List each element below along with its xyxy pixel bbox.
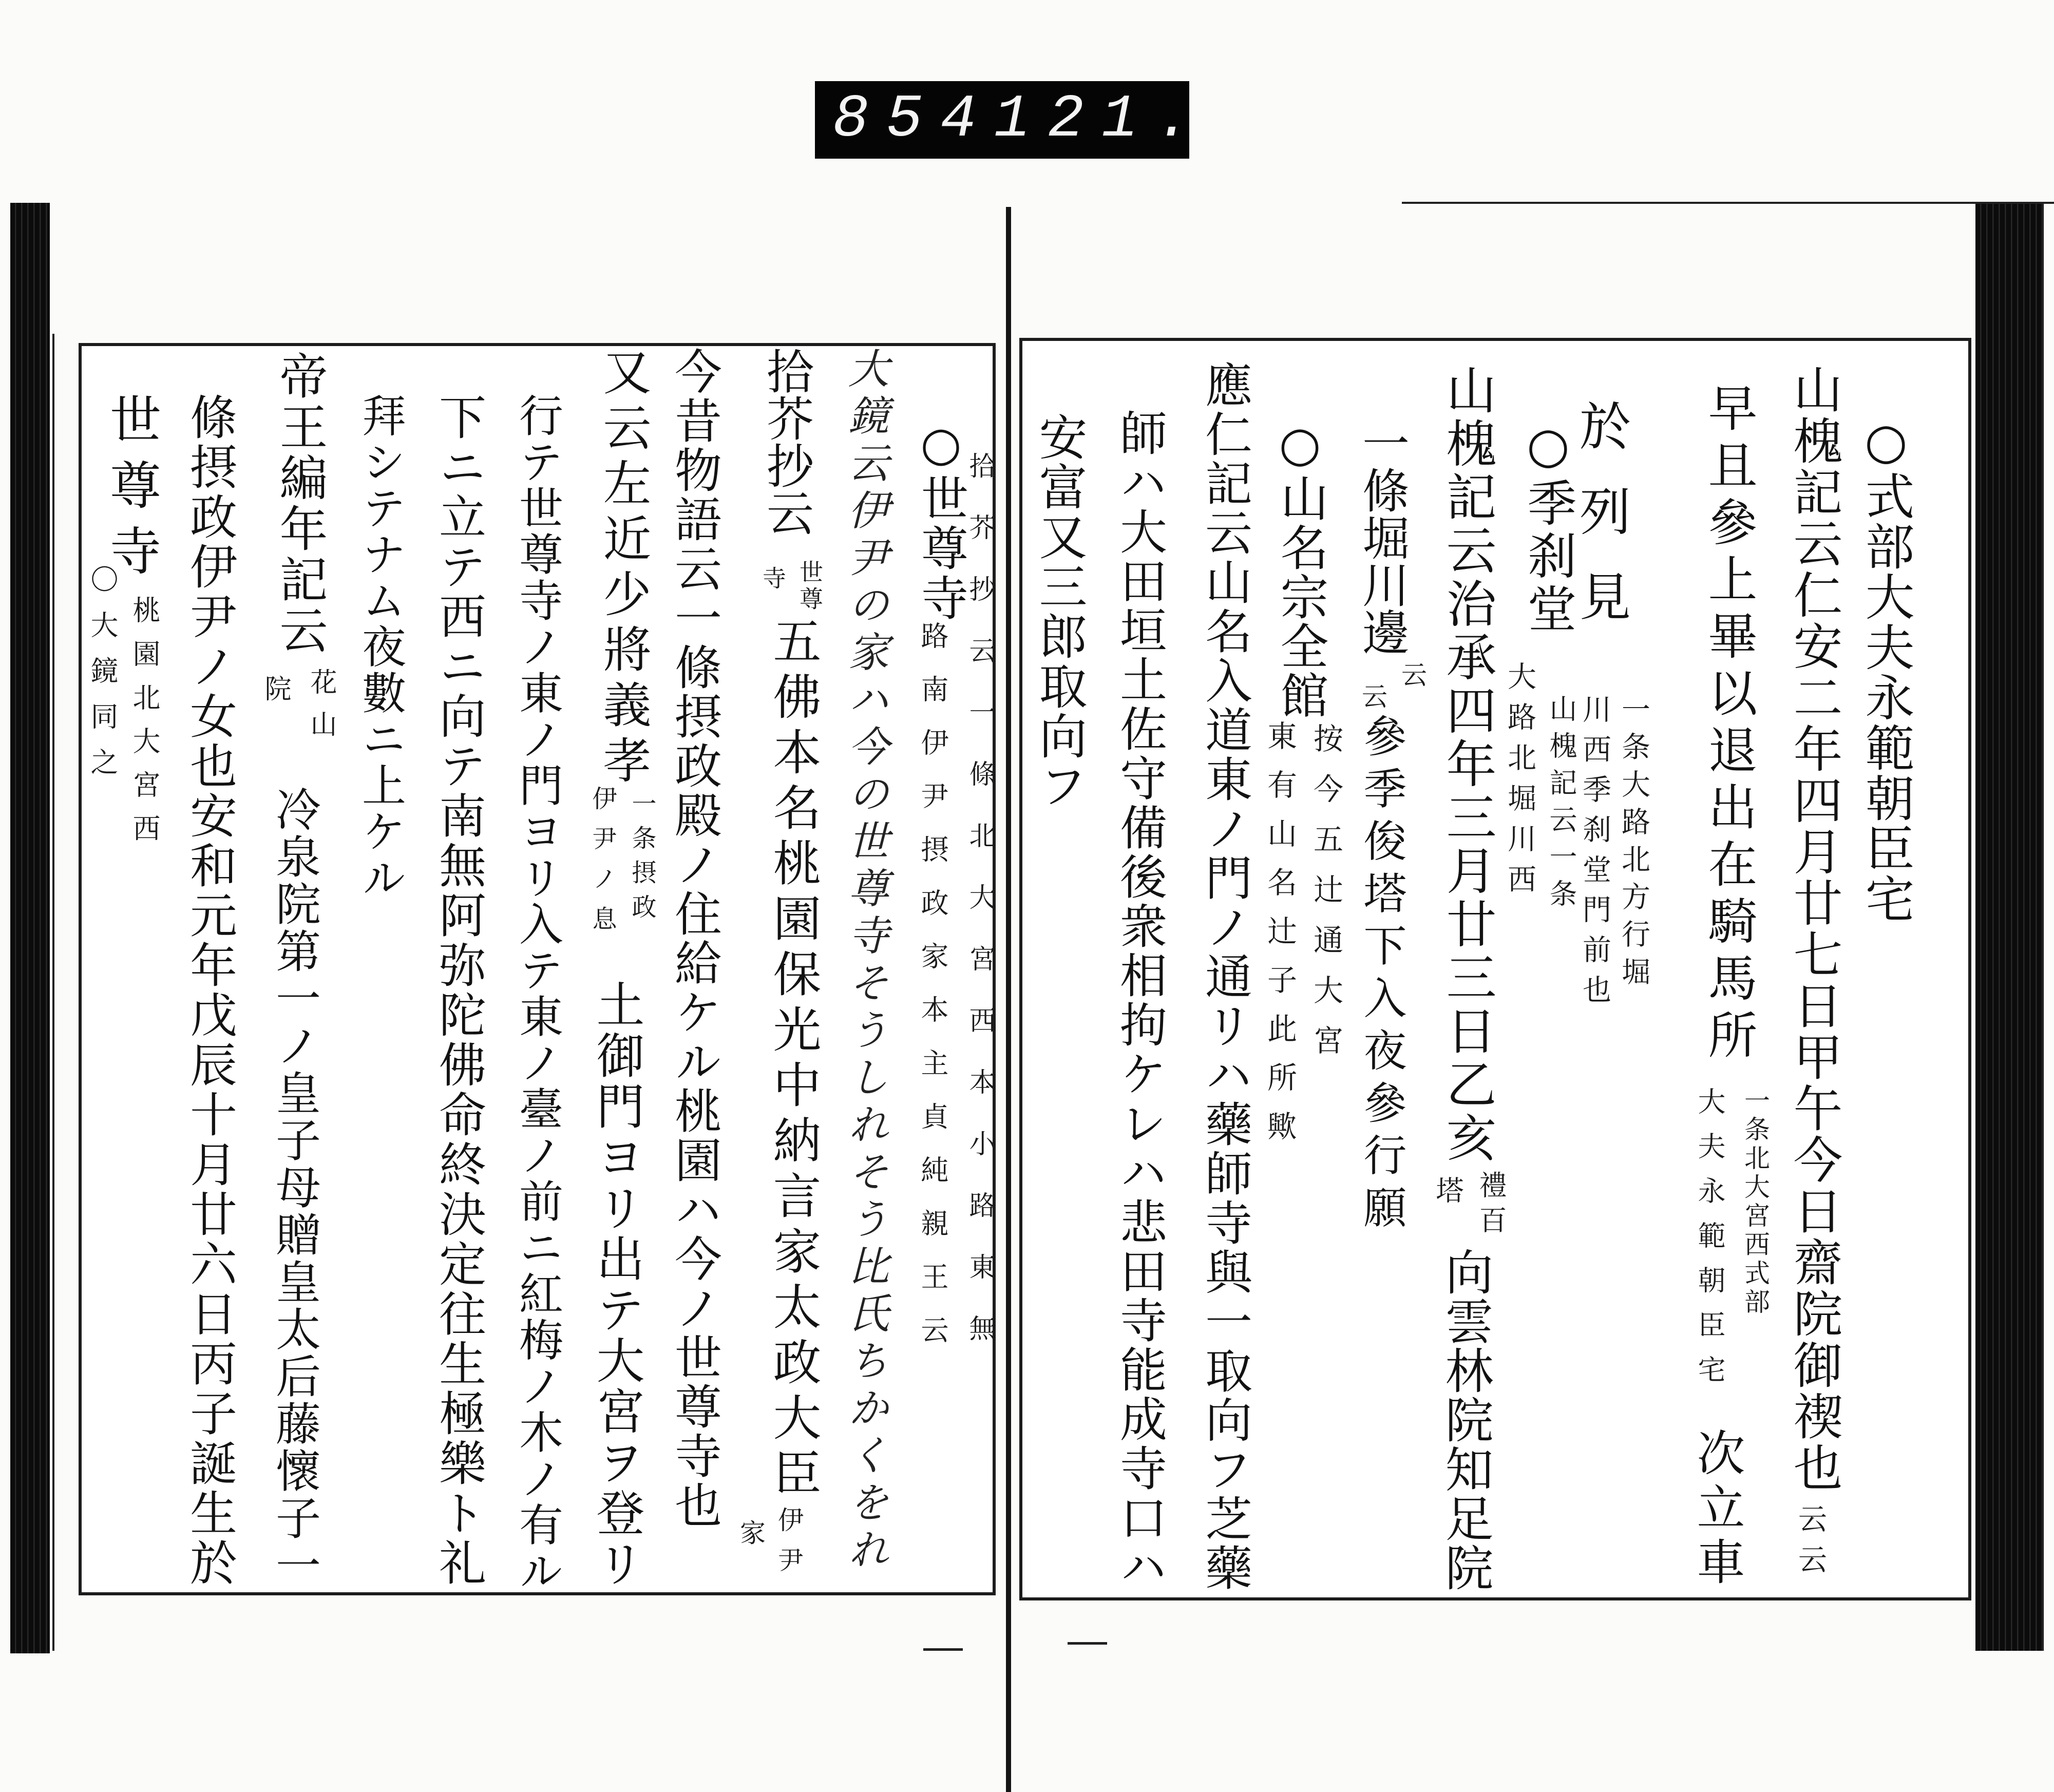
left-page-outer-line bbox=[52, 334, 54, 1651]
left-col10-text: 條摂政伊尹ノ女也安和元年戊辰十月廿六日丙子誕生於 bbox=[182, 393, 237, 1588]
left-col5-text: 又云左近少將義孝 bbox=[595, 347, 651, 791]
left-col9-note-line1: 花山 bbox=[306, 668, 336, 752]
left-col3-text: 拾芥抄云 bbox=[759, 347, 814, 536]
left-col2-handwritten-text: 大鏡云伊尹の家ハ今の世尊寺そうしれそう比氏ちかくをれ bbox=[841, 347, 889, 1575]
left-col7-text: 下ニ立テ西ニ向テ南無阿弥陀佛命終決定往生極樂ト礼 bbox=[431, 393, 486, 1588]
right-col7-text2: 參季俊塔下入夜參行願 bbox=[1357, 714, 1407, 1237]
right-col6-note-line2: 塔 bbox=[1432, 1176, 1464, 1204]
right-col4-note-line1: 一条大路北方行堀 bbox=[1617, 694, 1650, 994]
right-col5-note-line2: 大路北堀川西 bbox=[1503, 661, 1536, 905]
right-col4-text: 於列見 bbox=[1571, 399, 1631, 655]
right-top-edge-line bbox=[1402, 202, 2054, 204]
left-col5-note-line2: 伊尹ノ息 bbox=[588, 786, 617, 946]
right-col4-note-line2: 川西季刹堂門前也 bbox=[1578, 694, 1611, 1015]
left-col4-text: 今昔物語云一條摂政殿ノ住給ケル桃園ハ今ノ世尊寺也 bbox=[667, 347, 722, 1530]
right-col2-note: 云云 bbox=[1794, 1504, 1827, 1585]
left-col3-note-line2: 寺 bbox=[759, 566, 787, 589]
right-col1-text: ○式部大夫永範朝臣宅 bbox=[1857, 412, 1915, 924]
left-col1-text: ○世尊寺 bbox=[914, 416, 968, 623]
right-col7-note-line1: 云 bbox=[1397, 661, 1427, 687]
left-col9-text: 帝王編年記云 bbox=[271, 351, 327, 656]
left-col11-note-line2: 〇大鏡同之 bbox=[86, 565, 119, 793]
right-col6-text: 山槐記云治承四年三月廿三日乙亥 bbox=[1438, 364, 1496, 1165]
right-col9-text: 應仁記云山名入道東ノ門ノ通リハ藥師寺與一取向フ芝藥 bbox=[1197, 360, 1252, 1593]
right-col6-text2: 向雲林院知足院 bbox=[1437, 1247, 1493, 1592]
left-col6-text: 行テ世尊寺ノ東ノ門ヨリ入テ東ノ臺ノ前ニ紅梅ノ木ノ有ル bbox=[511, 393, 563, 1594]
right-col7-text: 一條堀川邊 bbox=[1355, 419, 1410, 655]
right-col3-note-line1: 一条北大宮西式部 bbox=[1740, 1087, 1770, 1317]
left-col3-text2: 五佛本名桃園保光中納言家太政大臣 bbox=[765, 616, 821, 1503]
right-col5-text: ○季刹堂 bbox=[1519, 416, 1577, 636]
left-col1-note-line2: 路南伊尹摂政家本主貞純親王云 bbox=[917, 621, 949, 1369]
left-col5-note-line1: 一条摂政 bbox=[627, 791, 656, 928]
left-col1-note-line1: 拾芥抄云一條北大宮西本小路東無 bbox=[964, 452, 995, 1376]
right-col11-text: 安富又三郎取向フ bbox=[1031, 412, 1087, 811]
right-col8-note-line1: 按今五辻通大宮 bbox=[1308, 723, 1343, 1075]
left-col11-note-line1: 桃園北大宮西 bbox=[128, 596, 161, 857]
left-col11-text: 世尊寺 bbox=[101, 393, 161, 590]
catalogue-label-left: 854 bbox=[832, 85, 994, 154]
left-book-edge bbox=[10, 203, 50, 1653]
catalogue-label-right: 121. bbox=[994, 85, 1209, 154]
right-book-edge bbox=[1975, 203, 2044, 1651]
left-col9-text2: 冷泉院第一ノ皇子母贈皇太后藤懷子一 bbox=[269, 786, 321, 1589]
left-col9-note-line2: 院 bbox=[260, 675, 291, 701]
right-col3-text2: 次立車 bbox=[1688, 1428, 1744, 1591]
catalogue-label bbox=[815, 81, 1209, 159]
left-bottom-dash bbox=[923, 1648, 963, 1651]
right-col3-text: 早且參上畢以退出在騎馬所 bbox=[1700, 383, 1758, 1066]
left-col3-note2-line2: 家 bbox=[736, 1519, 766, 1545]
book-spine bbox=[1006, 207, 1011, 1792]
right-col8-text: ○山名宗全館 bbox=[1272, 416, 1328, 720]
left-col8-text: 拜シテナム夜數ニ上ケル bbox=[354, 393, 406, 901]
right-col10-text: 師ハ大田垣土佐守備後衆相拘ケレハ悲田寺能成寺口ハ bbox=[1112, 409, 1167, 1592]
left-col3-note2-line1: 伊尹 bbox=[774, 1507, 804, 1587]
left-col5-text2: 土御門ヨリ出テ大宮ヲ登リ bbox=[588, 980, 644, 1590]
right-col7-note-line2: 云 bbox=[1358, 683, 1387, 709]
right-col5-note-line1: 山槐記云一条 bbox=[1545, 694, 1577, 916]
right-bottom-dash bbox=[1068, 1642, 1107, 1645]
right-col3-note-line2: 大夫永範朝臣宅 bbox=[1694, 1087, 1726, 1400]
right-col6-note-line1: 禮百 bbox=[1475, 1171, 1507, 1241]
right-col2-text: 山槐記云仁安二年四月廿七日甲午今日齋院御禊也 bbox=[1785, 364, 1843, 1494]
left-col3-note-line1: 世尊 bbox=[796, 560, 824, 613]
right-col8-note-line2: 東有山名辻子此所歟 bbox=[1262, 720, 1297, 1159]
